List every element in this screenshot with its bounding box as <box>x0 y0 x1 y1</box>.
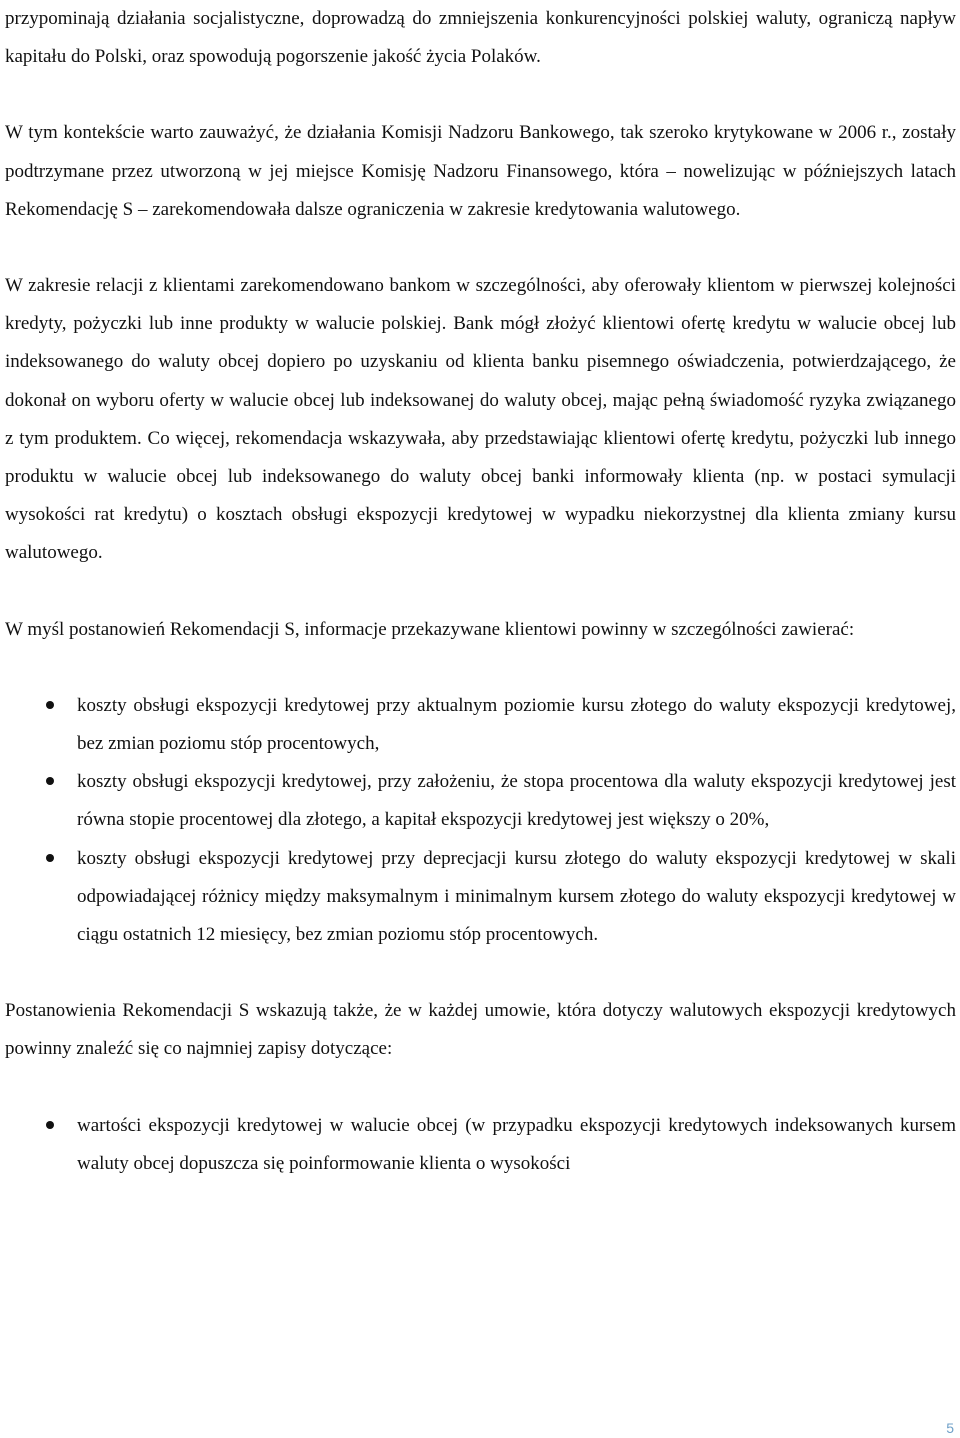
list-item <box>5 1107 956 1183</box>
paragraph-recommendation-s: W myśl postanowień Rekomendacji S, informacje przekazywane klientowi powinny w szczególności zawierać: <box>5 618 855 640</box>
paragraph-intro: przypominają działania socjalistyczne, doprowadzą do zmniejszenia konkurencyjności polskiej waluty, ograniczą napływ kapitału do Polski, oraz spowodują pogorszenie jakość życia Polaków. <box>5 8 956 68</box>
bullet-list-contract <box>5 1107 956 1183</box>
paragraph-gap <box>5 573 956 611</box>
list-item-text: wartości ekspozycji kredytowej w walucie obcej (w przypadku ekspozycji kredytowych indeksowanych kursem waluty obcej dopuszcza się poinformowanie klienta o wysokości <box>77 1114 956 1174</box>
list-item <box>5 687 956 763</box>
page-number: 5 <box>946 1420 954 1436</box>
list-item-text: koszty obsługi ekspozycji kredytowej przy aktualnym poziomie kursu złotego do waluty ekspozycji kredytowej, bez zmian poziomu stóp procentowych, <box>77 694 956 755</box>
bullet-icon <box>46 854 54 862</box>
paragraph-gap <box>5 1069 956 1107</box>
paragraph-client-relations: W zakresie relacji z klientami zarekomendowano bankom w szczególności, aby oferowały klientom w pierwszej kolejności kredyty, pożyczki lub inne produkty w walucie polskiej. Bank mógł złożyć klientowi ofertę kredytu w walucie obcej lub indeksowanego do waluty obcej dopiero po uzyskaniu od klienta banku pisemnego oświadczenia, potwierdzającego, że dokonał on wyboru oferty w walucie obcej lub indeksowanej do waluty obcej, mając pełną świadomość ryzyka związanego z tym produktem. Co więcej, rekomendacja wskazywała, aby przedstawiając klientowi ofertę kredytu, pożyczki lub innego produktu w walucie obcej lub indeksowanego do waluty obcej banki informowały klienta (np. w postaci symulacji wysokości rat kredytu) o kosztach obsługi ekspozycji kredytowej w wypadku niekorzystnej dla klienta zmiany kursu walutowego. <box>5 275 956 564</box>
paragraph-knb-context: W tym kontekście warto zauważyć, że działania Komisji Nadzoru Bankowego, tak szeroko krytykowane w 2006 r., zostały podtrzymane przez utworzoną w jej miejsce Komisję Nadzoru Finansowego, która – nowelizując w późniejszych latach Rekomendację S – zarekomendowała dalsze ograniczenia w zakresie kredytowania walutowego. <box>5 122 956 220</box>
paragraph-gap <box>5 649 956 687</box>
list-item-text: koszty obsługi ekspozycji kredytowej przy deprecjacji kursu złotego do waluty ekspozycji kredytowej w skali odpowiadającej różnicy między maksymalnym i minimalnym kursem złotego do waluty ekspozycji kredytowej w ciągu ostatnich 12 miesięcy, bez zmian poziomu stóp procentowych. <box>77 847 956 946</box>
bullet-list-information <box>5 687 956 954</box>
bullet-icon <box>46 1121 54 1129</box>
list-item <box>5 840 956 955</box>
list-item-text: koszty obsługi ekspozycji kredytowej, przy założeniu, że stopa procentowa dla waluty ekspozycji kredytowej jest równa stopie procentowej dla złotego, a kapitał ekspozycji kredytowej jest większy o 20%, <box>77 771 956 831</box>
paragraph-gap <box>5 954 956 992</box>
paragraph-gap <box>5 76 956 114</box>
list-item <box>5 763 956 839</box>
paragraph-contract-provisions: Postanowienia Rekomendacji S wskazują także, że w każdej umowie, która dotyczy walutowych ekspozycji kredytowych powinny znaleźć się co najmniej zapisy dotyczące: <box>5 1000 956 1060</box>
bullet-icon <box>46 777 54 785</box>
document-page <box>5 0 956 1183</box>
bullet-icon <box>46 701 54 709</box>
paragraph-gap <box>5 229 956 267</box>
